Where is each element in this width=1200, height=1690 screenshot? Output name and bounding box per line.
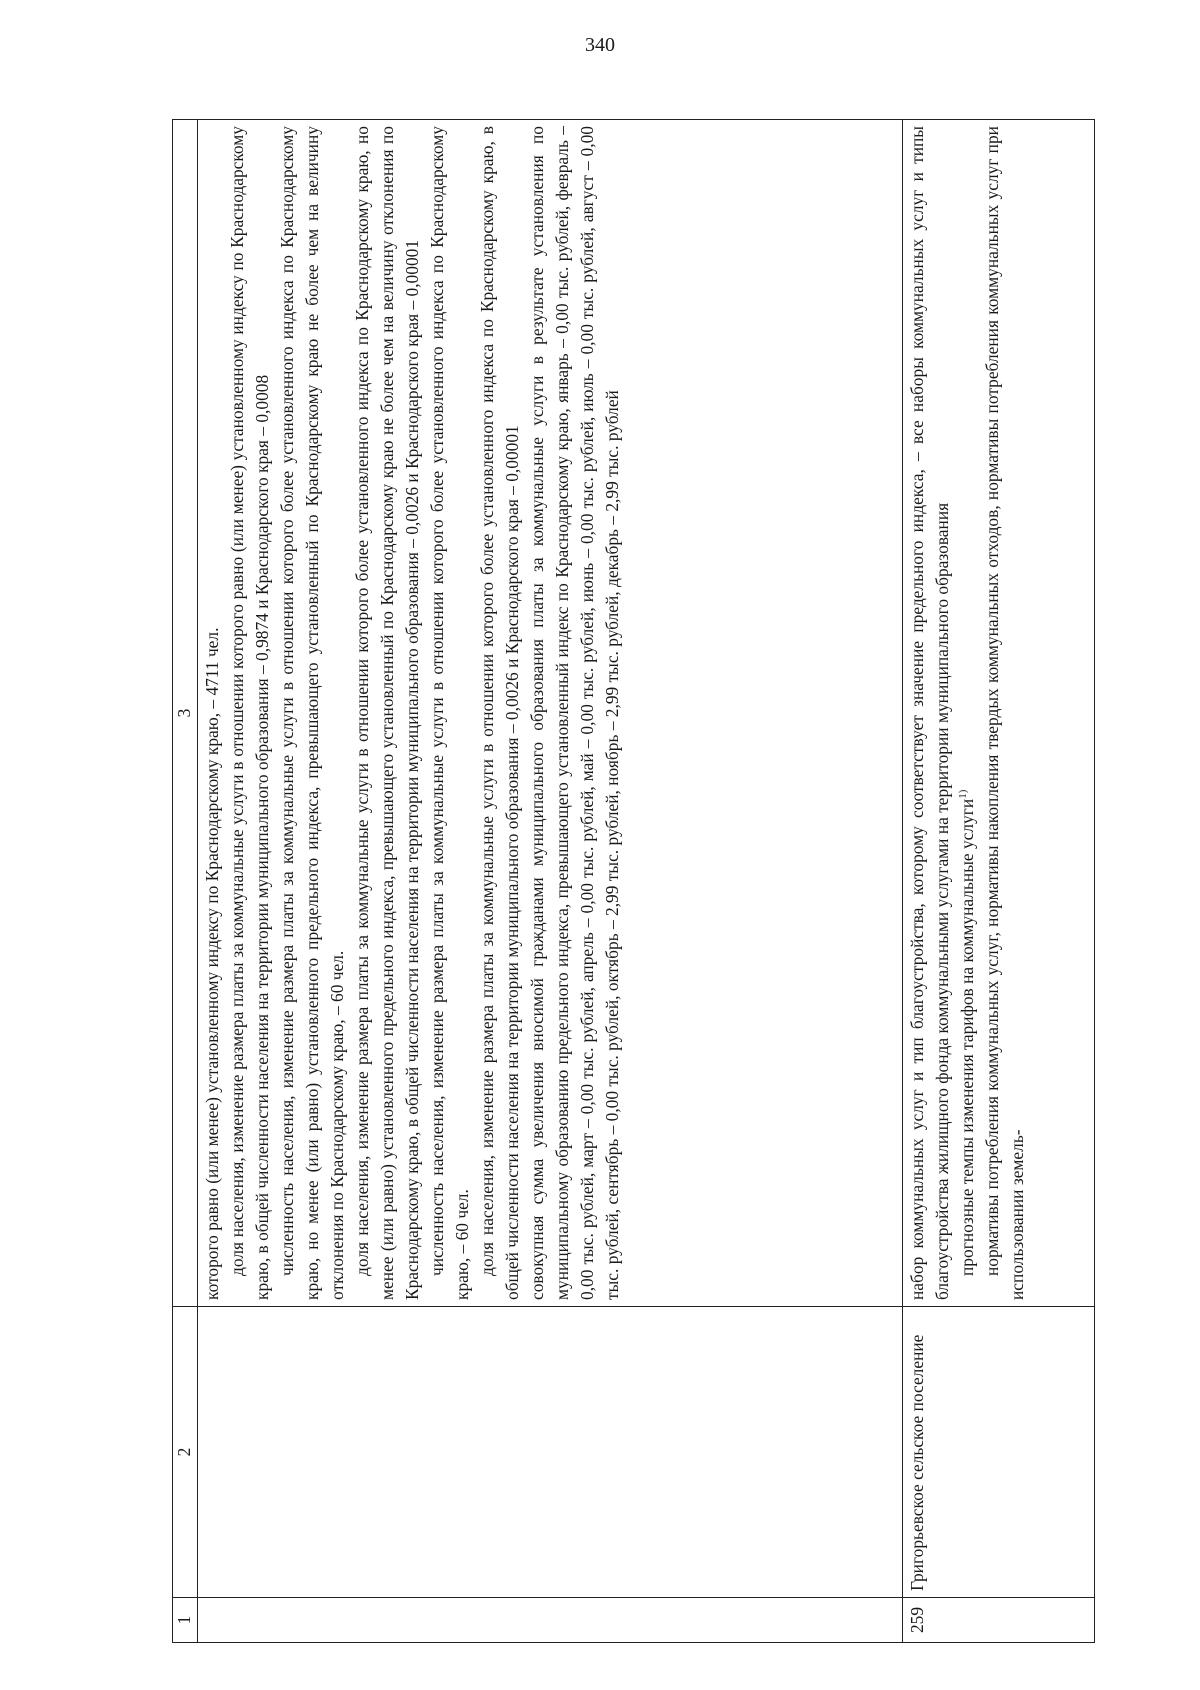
rotated-table <box>172 119 1095 1643</box>
paragraph <box>955 126 980 1300</box>
header-col-3: 3 <box>173 120 198 1307</box>
table-row-continued <box>198 120 903 1643</box>
row-name-cell: Григорьевское сельское поселение <box>903 1307 1095 1598</box>
row-name-cell-empty <box>198 1307 903 1598</box>
header-col-2: 2 <box>173 1307 198 1598</box>
row-description-cell <box>903 120 1095 1307</box>
paragraph: нормативы потребления коммунальных услуг, нормативы накопления твердых коммунальных отходов, нормативы потребления коммунальных услуг при использовании земель- <box>982 126 1027 1300</box>
paragraph: численность населения, изменение размера платы за коммунальные услуги в отношении которого более установленного индекса по Краснодарскому краю, – 60 чел. <box>427 126 472 1300</box>
paragraph: доля населения, изменение размера платы за коммунальные услуги в отношении которого равно (или менее) установленному индексу по Краснодарскому краю, в общей численности населения на территории муниципального образования – 0,9874 и Краснодарского края – 0,0008 <box>227 126 272 1300</box>
paragraph: доля населения, изменение размера платы за коммунальные услуги в отношении которого более установленного индекса по Краснодарскому краю, в общей численности населения на территории муниципального образования – 0,0026 и Краснодарского края – 0,00001 <box>477 126 522 1300</box>
row-number-cell-empty <box>198 1598 903 1643</box>
table-row-259 <box>903 120 1095 1643</box>
paragraph: совокупная сумма увеличения вносимой гражданами муниципального образования платы за коммунальные услуги в результате установления по муниципальному образованию предельного индекса, превышающего установленный индекс по Краснодарскому краю, январь – 0,00 тыс. рублей, февраль – 0,00 тыс. рублей, март – 0,00 тыс. рублей, апрель – 0,00 тыс. рублей, май – 0,00 тыс. рублей, июнь – 0,00 тыс. рублей, июль – 0,00 тыс. рублей, август – 0,00 тыс. рублей, сентябрь – 0,00 тыс. рублей, октябрь – 2,99 тыс. рублей, ноябрь – 2,99 тыс. рублей, декабрь – 2,99 тыс. рублей <box>527 126 622 1300</box>
paragraph-text: прогнозные темпы изменения тарифов на коммунальные услуги <box>957 798 977 1276</box>
header-col-1: 1 <box>173 1598 198 1643</box>
footnote-mark: 1) <box>957 789 970 799</box>
table-header-row <box>173 120 198 1643</box>
paragraph: набор коммунальных услуг и тип благоустройства, которому соответствует значение предельного индекса, – все наборы коммунальных услуг и типы благоустройства жилищного фонда коммунальными услугами на территории муниципального образования <box>907 126 952 1300</box>
row-description-cell <box>198 120 903 1307</box>
document-table <box>172 119 1095 1643</box>
row-number-cell: 259 <box>903 1598 1095 1643</box>
paragraph: доля населения, изменение размера платы за коммунальные услуги в отношении которого более установленного индекса по Краснодарскому краю, но менее (или равно) установленного предельного индекса, превышающего установленный по Краснодарскому краю не более чем на величину отклонения по Краснодарскому краю, в общей численности населения на территории муниципального образования – 0,0026 и Краснодарского края – 0,00001 <box>352 126 422 1300</box>
paragraph: которого равно (или менее) установленному индексу по Краснодарскому краю, – 4711 чел. <box>202 627 222 1300</box>
paragraph: численность населения, изменение размера платы за коммунальные услуги в отношении которого более установленного индекса по Краснодарскому краю, но менее (или равно) установленного предельного индекса, превышающего установленный по Краснодарскому краю не более чем на величину отклонения по Краснодарскому краю, – 60 чел. <box>277 126 347 1300</box>
page-number: 340 <box>585 34 615 56</box>
